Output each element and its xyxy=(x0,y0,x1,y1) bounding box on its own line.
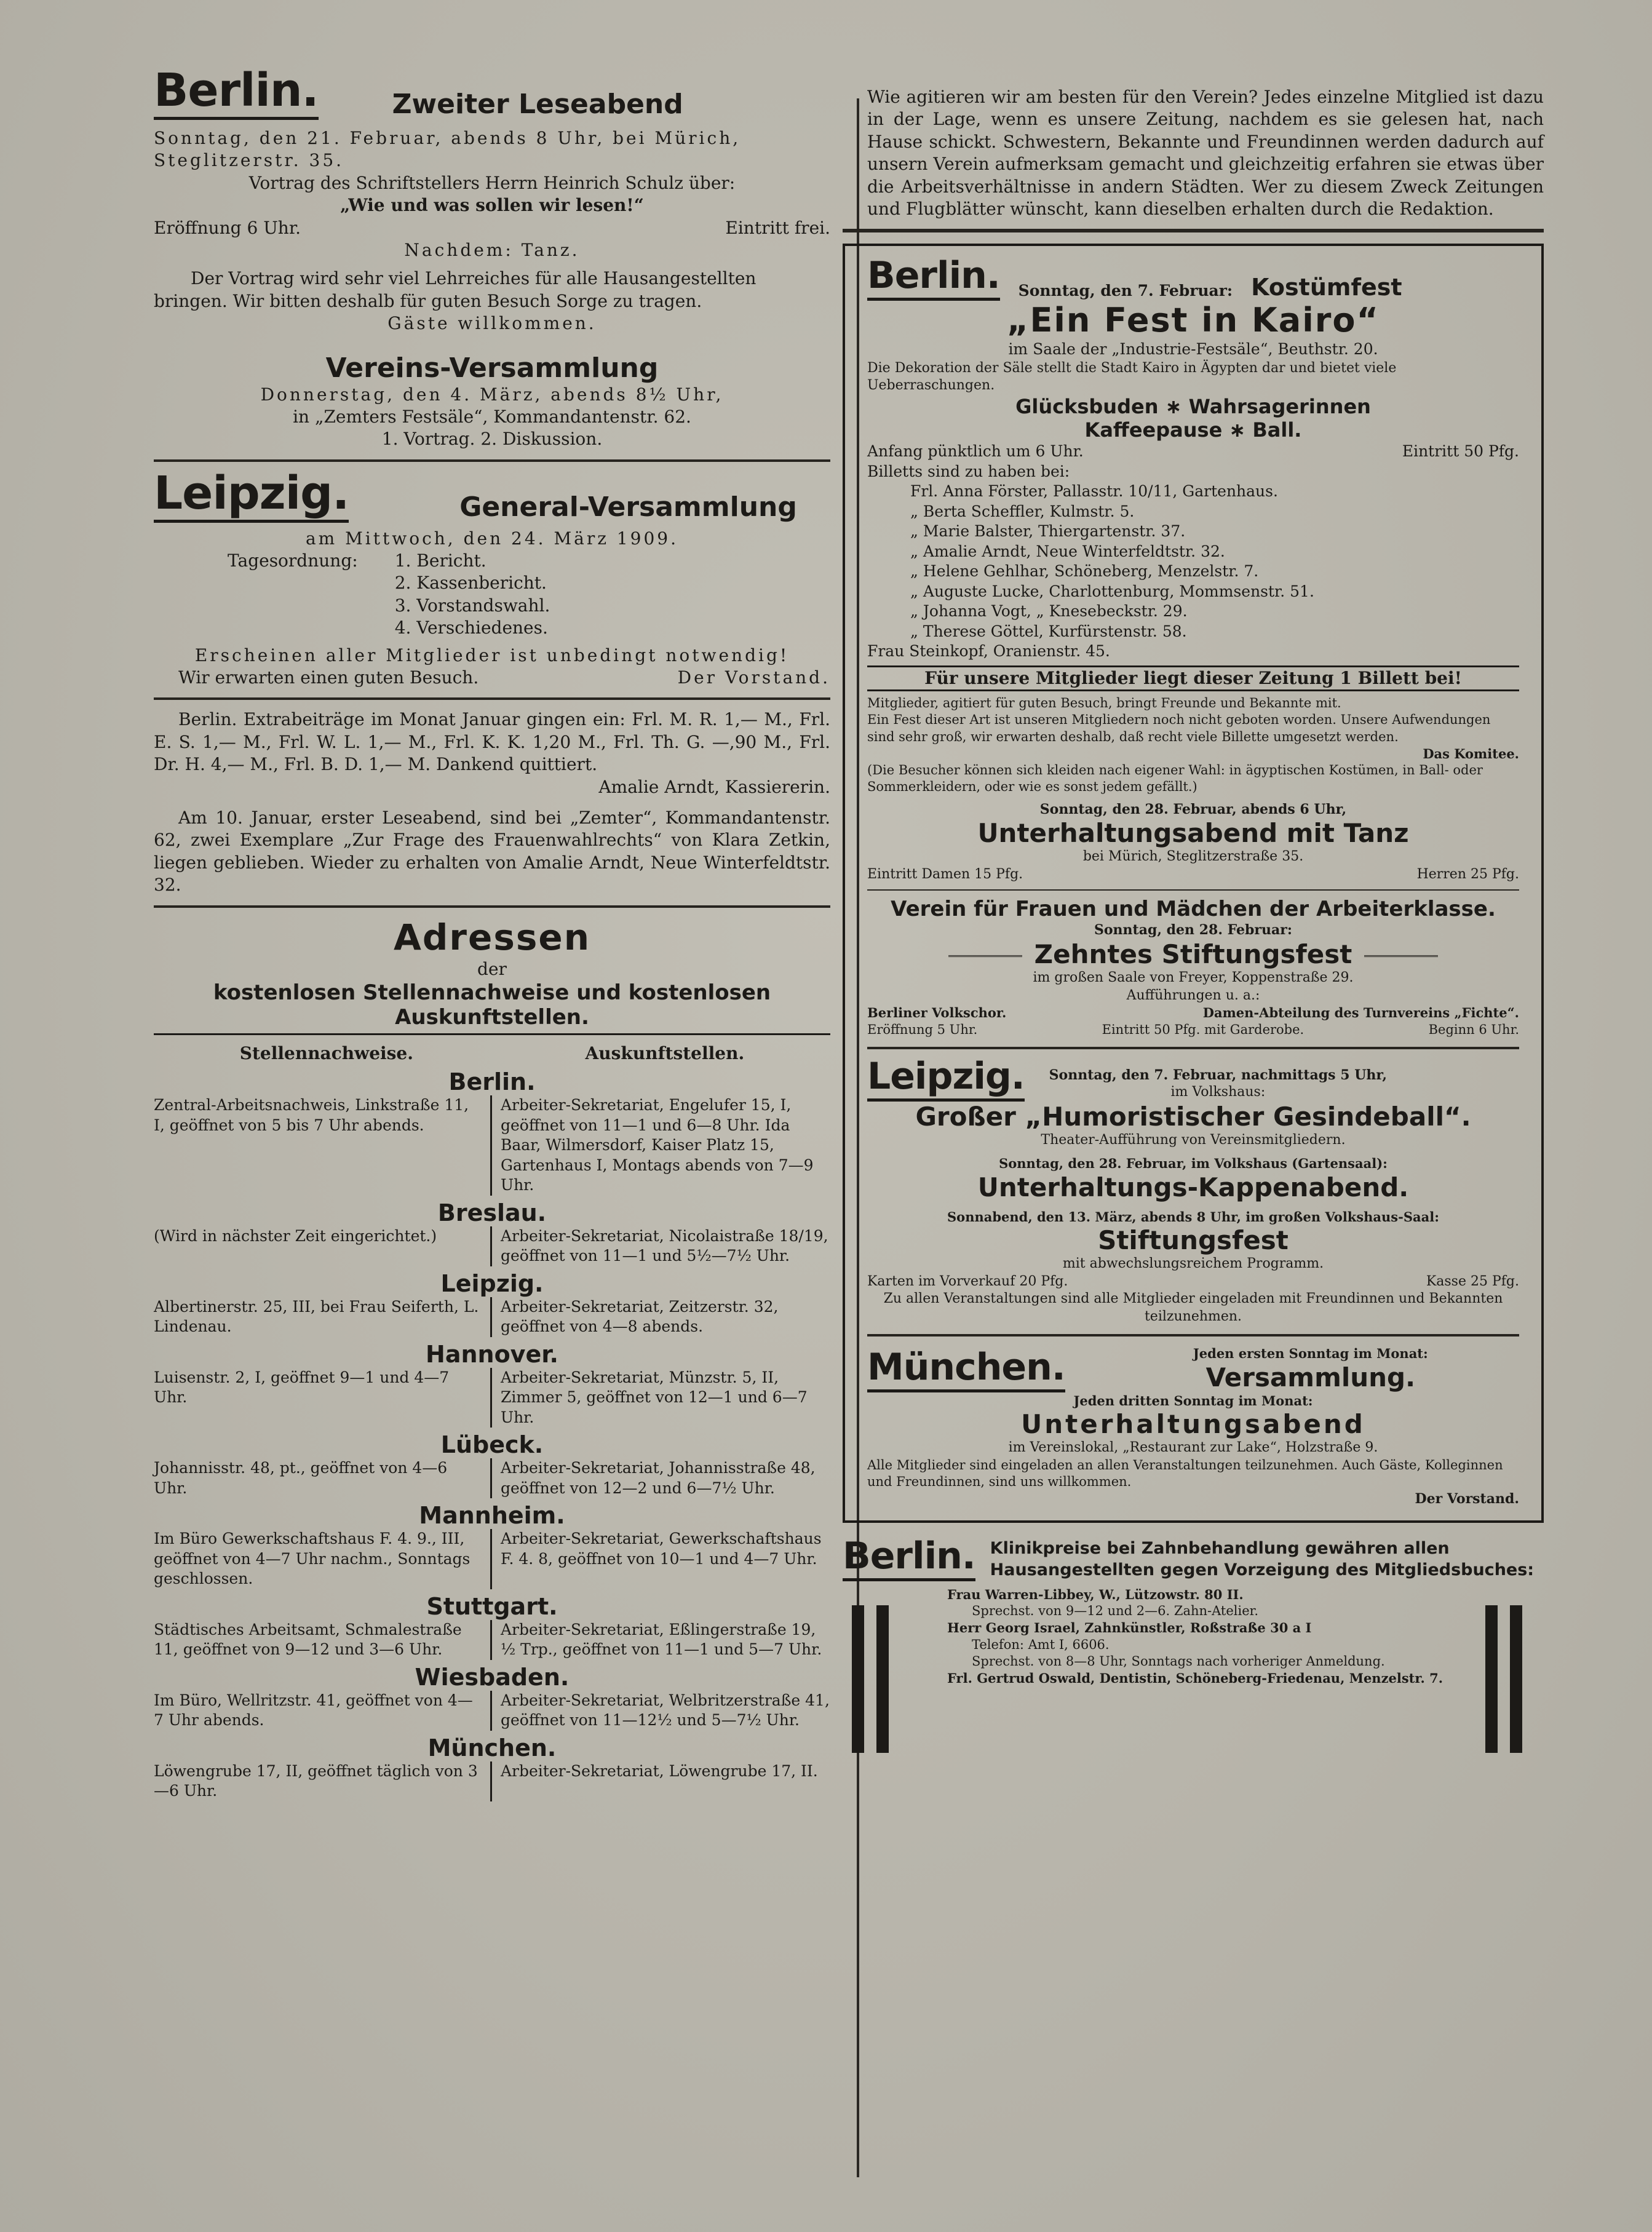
foundation-title: Zehntes Stiftungsfest xyxy=(1034,939,1352,970)
agenda-item: 4. Verschiedenes. xyxy=(394,618,548,638)
city-name: Lübeck. xyxy=(440,1431,544,1459)
info-office: Arbeiter-Sekretariat, Johannisstraße 48, geöffnet von 12—2 und 6—7½ Uhr. xyxy=(501,1459,816,1497)
event-date: Sonnabend, den 13. März, abends 8 Uhr, im großen Volkshaus-Saal: xyxy=(947,1209,1439,1225)
entry-women: Eintritt Damen 15 Pfg. xyxy=(867,866,1023,882)
info-office: Arbeiter-Sekretariat, Zeitzerstr. 32, geöffnet von 4—8 abends. xyxy=(501,1297,779,1336)
lost-books-text: Am 10. Januar, erster Leseabend, sind bei „Zemter“, Kommandantenstr. 62, zwei Exemplare „Zur Frage des Frauenwahlrechts“ von Klara Zetkin, liegen geblieben. Wieder zu erhalten von Amalie Arndt, Neue Winterfeldtstr. 32. xyxy=(154,807,830,896)
column-head-info: Auskunftstellen. xyxy=(585,1043,745,1063)
event-place: im Vereinslokal, „Restaurant zur Lake“, Holzstraße 9. xyxy=(1008,1440,1378,1456)
city-heading: Leipzig. xyxy=(154,471,349,523)
event-place: bei Mürich, Steglitzerstraße 35. xyxy=(1082,849,1304,865)
city-block xyxy=(154,1593,830,1660)
entry-fee: Eintritt frei. xyxy=(725,217,830,238)
city-heading: Berlin. xyxy=(843,1538,975,1581)
info-office: Arbeiter-Sekretariat, Engelufer 15, I, geöffnet von 11—1 und 6—8 Uhr. Ida Baar, Wilmersdorf, Kaiser Platz 15, Gartenhaus I, Montags abends von 7—9 Uhr. xyxy=(501,1096,814,1194)
event-date: Sonntag, den 21. Februar, abends 8 Uhr, bei Mürich, Steglitzerstr. 35. xyxy=(154,128,741,171)
city-block xyxy=(154,1502,830,1589)
city-heading: Leipzig. xyxy=(867,1058,1025,1102)
info-office: Arbeiter-Sekretariat, Münzstr. 5, II, Zimmer 5, geöffnet von 12—1 und 6—7 Uhr. xyxy=(501,1368,808,1426)
members-note: Mitglieder, agitiert für guten Besuch, bringt Freunde und Bekannte mit. xyxy=(867,695,1341,710)
job-office: Städtisches Arbeitsamt, Schmalestraße 11, geöffnet von 9—12 und 3—6 Uhr. xyxy=(154,1620,492,1660)
enclosed-ticket-note: Für unsere Mitglieder liegt dieser Zeitung 1 Billett bei! xyxy=(867,665,1519,691)
job-office: Zentral-Arbeitsnachweis, Linkstraße 11, I, geöffnet von 5 bis 7 Uhr abends. xyxy=(154,1095,492,1196)
city-heading: München. xyxy=(867,1349,1065,1392)
box-office-price: Kasse 25 Pfg. xyxy=(1426,1273,1519,1289)
city-name: Stuttgart. xyxy=(426,1592,558,1620)
info-office: Arbeiter-Sekretariat, Gewerkschaftshaus F. 4. 8, geöffnet von 10—1 und 4—7 Uhr. xyxy=(501,1530,822,1568)
dental-section xyxy=(843,1534,1544,1687)
job-office: Johannisstr. 48, pt., geöffnet von 4—6 Uhr. xyxy=(154,1458,492,1498)
meeting-items: 1. Vortrag. 2. Diskussion. xyxy=(381,429,603,450)
invitation-note: Alle Mitglieder sind eingeladen an allen Veranstaltungen teilzunehmen. Auch Gäste, Kolleginnen und Freundinnen, sind uns willkommen. xyxy=(867,1457,1503,1489)
entry-fee: Eintritt 50 Pfg. xyxy=(1402,442,1519,461)
ticket-seller: „ Auguste Lucke, Charlottenburg, Mommsenstr. 51. xyxy=(910,582,1314,600)
addresses-title: Adressen xyxy=(393,916,591,958)
event-kind: Kostümfest xyxy=(1251,274,1402,301)
ticket-seller: „ Berta Scheffler, Kulmstr. 5. xyxy=(910,502,1135,520)
city-block xyxy=(154,1199,830,1266)
section-rule xyxy=(843,229,1544,232)
event-date: Sonntag, den 7. Februar, nachmittags 5 Uhr, xyxy=(1049,1066,1388,1083)
info-office: Arbeiter-Sekretariat, Welbritzerstraße 41, geöffnet von 11—12½ und 5—7½ Uhr. xyxy=(501,1691,830,1730)
entry-men: Herren 25 Pfg. xyxy=(1416,866,1519,882)
city-block xyxy=(154,1431,830,1498)
treasurer-signature: Amalie Arndt, Kassiererin. xyxy=(598,776,830,797)
city-name: Breslau. xyxy=(437,1199,547,1226)
performances-label: Aufführungen u. a.: xyxy=(1126,987,1260,1003)
section-rule xyxy=(154,459,830,462)
guests-welcome: Gäste willkommen. xyxy=(387,313,597,334)
event-date: am Mittwoch, den 24. März 1909. xyxy=(305,528,679,549)
addresses-section xyxy=(154,916,830,1801)
signature: Der Vorstand. xyxy=(677,667,830,688)
ticket-seller: „ Marie Balster, Thiergartenstr. 37. xyxy=(910,522,1186,541)
event-place: im Saale der „Industrie-Festsäle“, Beuthstr. 20. xyxy=(1008,340,1378,359)
invitation-note: Zu allen Veranstaltungen sind alle Mitglieder eingeladen mit Freundinnen und Bekannten teilzunehmen. xyxy=(883,1291,1503,1324)
addresses-subtitle: kostenlosen Stellennachweise und kostenlosen Auskunftstellen. xyxy=(154,980,830,1035)
section-rule xyxy=(867,1334,1519,1336)
lecture-title: „Wie und was sollen wir lesen!“ xyxy=(340,195,644,216)
dentist-phone: Telefon: Amt I, 6606. xyxy=(972,1637,1110,1652)
ornament-line xyxy=(1364,955,1438,957)
berlin-reading-section xyxy=(154,64,830,451)
decoration-text: Die Dekoration der Säle stellt die Stadt Kairo in Ägypten dar und bietet viele Ueberraschungen. xyxy=(867,360,1397,394)
event-title: Stiftungsfest xyxy=(1098,1225,1289,1256)
dental-heading: Klinikpreise bei Zahnbehandlung gewähren allen Hausangestellten gegen Vorzeigung des Mitgliedsbuches: xyxy=(990,1538,1535,1579)
event-sub: Theater-Aufführung von Vereinsmitgliedern. xyxy=(1041,1132,1346,1148)
city-block xyxy=(154,1270,830,1337)
board-signature: Der Vorstand. xyxy=(1415,1491,1519,1507)
dentist-hours: Sprechst. von 8—8 Uhr, Sonntags nach vorheriger Anmeldung. xyxy=(972,1653,1385,1669)
dentist-entry: Frau Warren-Libbey, W., Lützowstr. 80 II. xyxy=(947,1586,1244,1602)
event-title: Großer „Humoristischer Gesindeball“. xyxy=(915,1101,1471,1132)
info-office: Arbeiter-Sekretariat, Löwengrube 17, II. xyxy=(501,1761,818,1780)
ticket-seller: Frau Steinkopf, Oranienstr. 45. xyxy=(867,642,1110,661)
event-date: Sonntag, den 28. Februar, abends 6 Uhr, xyxy=(1039,801,1347,817)
city-heading: Berlin. xyxy=(867,257,1000,301)
event-title: Zweiter Leseabend xyxy=(392,89,683,120)
attractions-line: Glücksbuden ∗ Wahrsagerinnen xyxy=(1015,395,1371,419)
job-office: Luisenstr. 2, I, geöffnet 9—1 und 4—7 Uhr. xyxy=(154,1368,492,1428)
hope-line: Wir erwarten einen guten Besuch. xyxy=(178,667,479,688)
right-column xyxy=(843,86,1544,1687)
info-office: Arbeiter-Sekretariat, Nicolaistraße 18/19, geöffnet von 11—1 und 5½—7½ Uhr. xyxy=(501,1226,828,1265)
section-rule xyxy=(154,697,830,700)
entry-fee: Eintritt 50 Pfg. mit Garderobe. xyxy=(1102,1022,1305,1037)
start-time: Anfang pünktlich um 6 Uhr. xyxy=(867,442,1084,461)
agenda-label: Tagesordnung: xyxy=(228,550,358,571)
ticket-seller: „ Johanna Vogt, „ Knesebeckstr. 29. xyxy=(910,602,1188,621)
dentist-hours: Sprechst. von 9—12 und 2—6. Zahn-Atelier. xyxy=(972,1603,1259,1619)
addresses-der: der xyxy=(477,958,507,979)
event-title: Unterhaltungsabend mit Tanz xyxy=(977,818,1409,849)
berlin-events-frame xyxy=(843,244,1544,1522)
city-block xyxy=(154,1734,830,1801)
ticket-seller: Frl. Anna Förster, Pallasstr. 10/11, Gartenhaus. xyxy=(910,482,1278,501)
event-schedule: Jeden dritten Sonntag im Monat: xyxy=(1073,1392,1313,1408)
job-office: Löwengrube 17, II, geöffnet täglich von 3—6 Uhr. xyxy=(154,1761,492,1801)
event-title: Versammlung. xyxy=(1205,1362,1416,1392)
attendance-notice: Erscheinen aller Mitglieder ist unbedingt notwendig! xyxy=(194,645,790,665)
lecture-line: Vortrag des Schriftstellers Herrn Heinrich Schulz über: xyxy=(248,172,736,193)
dentist-entry: Herr Georg Israel, Zahnkünstler, Roßstraße 30 a I xyxy=(947,1620,1312,1636)
event-title xyxy=(867,939,1519,969)
leipzig-assembly-section xyxy=(154,466,830,689)
section-rule xyxy=(867,1047,1519,1049)
after-program: Nachdem: Tanz. xyxy=(404,239,580,260)
job-office: Albertinerstr. 25, III, bei Frau Seiferth, L. Lindenau. xyxy=(154,1297,492,1337)
decorative-bars xyxy=(852,1605,895,1753)
agenda-item: 2. Kassenbericht. xyxy=(394,573,547,594)
association-title: Verein für Frauen und Mädchen der Arbeiterklasse. xyxy=(891,897,1496,922)
meeting-title: Vereins-Versammlung xyxy=(325,352,659,384)
left-column xyxy=(154,64,830,1801)
city-name: Mannheim. xyxy=(419,1502,565,1530)
ticket-seller: „ Helene Gehlhar, Schöneberg, Menzelstr. 7. xyxy=(910,562,1259,581)
agenda-item: 1. Bericht. xyxy=(394,550,486,571)
column-head-jobs: Stellennachweise. xyxy=(239,1043,413,1063)
ticket-sellers xyxy=(867,482,1519,641)
dental-list xyxy=(843,1586,1544,1687)
ticket-seller: „ Amalie Arndt, Neue Winterfeldtstr. 32. xyxy=(910,542,1225,560)
program-note: mit abwechslungsreichem Programm. xyxy=(1062,1256,1324,1272)
ticket-seller: „ Therese Göttel, Kurfürstenstr. 58. xyxy=(910,622,1187,640)
event-title: Unterhaltungs-Kappenabend. xyxy=(977,1172,1409,1202)
city-name: Leipzig. xyxy=(440,1269,544,1297)
presale-price: Karten im Vorverkauf 20 Pfg. xyxy=(867,1273,1068,1289)
city-name: München. xyxy=(427,1734,557,1761)
city-name: Hannover. xyxy=(426,1340,558,1368)
city-block xyxy=(154,1341,830,1428)
event-date: Sonntag, den 7. Februar: xyxy=(1018,281,1233,300)
job-office: Im Büro, Wellritzstr. 41, geöffnet von 4—7 Uhr abends. xyxy=(154,1691,492,1731)
event-date: Sonntag, den 28. Februar: xyxy=(1094,922,1292,939)
decorative-bars xyxy=(1485,1605,1528,1753)
dress-note: (Die Besucher können sich kleiden nach eigener Wahl: in ägyptischen Kostümen, in Ball- oder Sommerkleidern, oder wie es sonst jedem gefällt.) xyxy=(867,763,1483,795)
meeting-date: Donnerstag, den 4. März, abends 8½ Uhr, xyxy=(260,384,724,405)
event-place: im großen Saale von Freyer, Koppenstraße 29. xyxy=(1033,970,1354,986)
event-schedule: Jeden ersten Sonntag im Monat: xyxy=(1193,1346,1428,1362)
dentist-entry: Frl. Gertrud Oswald, Dentistin, Schöneberg-Friedenau, Menzelstr. 7. xyxy=(947,1670,1444,1686)
agenda-item: 3. Vorstandswahl. xyxy=(394,595,550,616)
city-name: Wiesbaden. xyxy=(415,1663,570,1691)
event-title: „Ein Fest in Kairo“ xyxy=(1007,301,1380,340)
city-name: Berlin. xyxy=(448,1068,536,1096)
expense-note: Ein Fest dieser Art ist unseren Mitgliedern noch nicht geboten worden. Unsere Aufwendungen sind sehr groß, wir erwarten deshalb, daß recht viele Billette umgesetzt werden. xyxy=(867,712,1491,744)
city-heading: Berlin. xyxy=(154,68,319,120)
city-block xyxy=(154,1068,830,1196)
performer: Berliner Volkschor. xyxy=(867,1005,1007,1021)
event-title: Unterhaltungsabend xyxy=(1021,1409,1365,1440)
committee-signature: Das Komitee. xyxy=(1423,745,1519,761)
section-rule xyxy=(867,889,1519,891)
opening-time: Eröffnung 5 Uhr. xyxy=(867,1022,978,1037)
info-office: Arbeiter-Sekretariat, Eßlingerstraße 19, ½ Trp., geöffnet von 11—1 und 5—7 Uhr. xyxy=(501,1620,822,1659)
berlin-contributions-section xyxy=(154,709,830,896)
city-block xyxy=(154,1664,830,1731)
opening-time: Eröffnung 6 Uhr. xyxy=(154,217,301,238)
job-office: Im Büro Gewerkschaftshaus F. 4. 9., III, geöffnet von 4—7 Uhr nachm., Sonntags geschlossen. xyxy=(154,1529,492,1589)
section-rule xyxy=(154,905,830,908)
meeting-place: in „Zemters Festsäle“, Kommandantenstr. 62. xyxy=(293,406,691,427)
performer: Damen-Abteilung des Turnvereins „Fichte“. xyxy=(1202,1005,1519,1021)
job-office: (Wird in nächster Zeit eingerichtet.) xyxy=(154,1226,492,1266)
event-place: im Volkshaus: xyxy=(1170,1084,1266,1100)
lecture-note: Der Vortrag wird sehr viel Lehrreiches für alle Hausangestellten bringen. Wir bitten deshalb für guten Besuch Sorge zu tragen. xyxy=(154,268,757,311)
ornament-line xyxy=(948,955,1022,957)
agitation-text: Wie agitieren wir am besten für den Verein? Jedes einzelne Mitglied ist dazu in der Lage, wenn es unsere Zeitung, nachdem es sie gelesen hat, nach Hause schickt. Schwestern, Bekannte und Freundinnen werden dadurch auf unsern Verein aufmerksam gemacht und gleichzeitig erfahren sie etwas über die Arbeitsverhältnisse in andern Städten. Wer zu diesem Zweck Zeitungen und Flugblätter wünscht, kann dieselben erhalten durch die Redaktion. xyxy=(867,87,1544,219)
attractions-line: Kaffeepause ∗ Ball. xyxy=(1084,418,1302,442)
contributions-text: Berlin. Extrabeiträge im Monat Januar gingen ein: Frl. M. R. 1,— M., Frl. E. S. 1,— M., Frl. W. L. 1,— M., Frl. K. K. 1,20 M., Frl. Th. G. —,90 M., Frl. Dr. H. 4,— M., Frl. B. D. 1,— M. Dankend quittiert. xyxy=(154,709,830,775)
begin-time: Beginn 6 Uhr. xyxy=(1428,1022,1519,1037)
tickets-label: Billetts sind zu haben bei: xyxy=(867,462,1070,480)
event-title: General-Versammlung xyxy=(459,491,797,523)
event-date: Sonntag, den 28. Februar, im Volkshaus (Gartensaal): xyxy=(999,1156,1388,1172)
